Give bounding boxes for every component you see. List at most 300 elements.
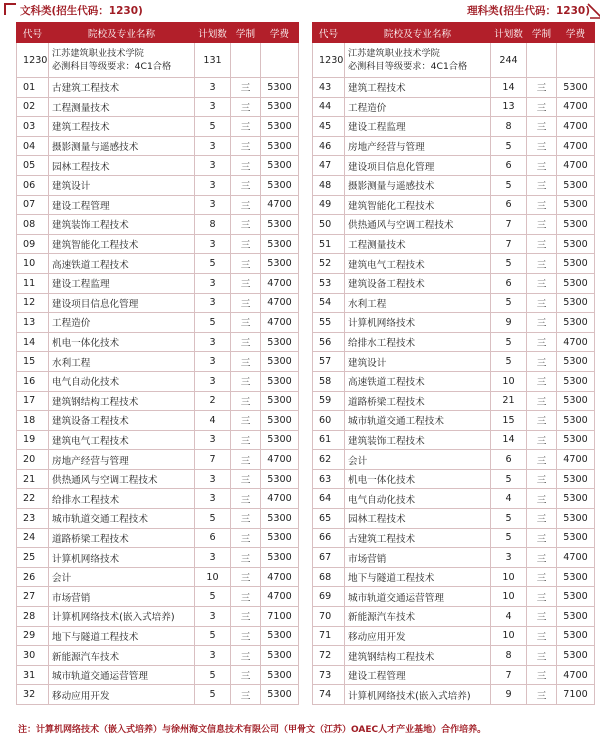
plan-count: 5 [195,626,231,646]
major-code: 50 [313,215,345,235]
tuition-fee: 5300 [261,352,299,372]
major-code: 45 [313,117,345,137]
plan-count: 3 [195,156,231,176]
plan-count: 4 [491,607,527,627]
plan-count: 10 [491,626,527,646]
table-row [17,371,299,391]
tuition-fee: 4700 [261,489,299,509]
study-years: 三 [231,509,261,529]
study-years: 三 [527,528,557,548]
major-name: 建筑设备工程技术 [345,273,491,293]
major-code: 20 [17,450,49,470]
header-plan: 计划数 [491,23,527,43]
tuition-fee: 7100 [261,607,299,627]
table-row [17,97,299,117]
table-row [313,117,595,137]
table-row [17,136,299,156]
major-name: 建设工程监理 [49,273,195,293]
major-code: 55 [313,313,345,333]
plan-count: 5 [491,469,527,489]
study-years: 三 [231,352,261,372]
tuition-fee: 4700 [557,97,595,117]
plan-count: 10 [195,567,231,587]
table-row [17,234,299,254]
major-name: 工程造价 [49,313,195,333]
major-name: 供热通风与空调工程技术 [345,215,491,235]
major-code: 59 [313,391,345,411]
major-name: 建筑智能化工程技术 [345,195,491,215]
major-name: 会计 [49,567,195,587]
study-years: 三 [527,489,557,509]
major-code: 17 [17,391,49,411]
study-years: 三 [231,293,261,313]
major-code: 54 [313,293,345,313]
major-name: 建筑电气工程技术 [49,430,195,450]
major-name: 建设工程监理 [345,117,491,137]
study-years: 三 [231,371,261,391]
study-years: 三 [231,411,261,431]
major-name: 城市轨道交通工程技术 [49,509,195,529]
table-row [313,371,595,391]
table-row [313,509,595,529]
major-code: 58 [313,371,345,391]
plan-count: 5 [491,528,527,548]
major-code: 51 [313,234,345,254]
table-row [17,528,299,548]
study-years: 三 [231,587,261,607]
major-name: 城市轨道交通工程技术 [345,411,491,431]
tuition-fee: 5300 [557,254,595,274]
plan-count: 21 [491,391,527,411]
school-name: 江苏建筑职业技术学院 必测科目等级要求：4C1合格 [345,43,491,78]
tuition-fee: 4700 [557,117,595,137]
major-code: 05 [17,156,49,176]
tuition-fee: 5300 [261,646,299,666]
tuition-fee: 5300 [261,78,299,98]
school-code: 1230 [313,43,345,78]
tuition-fee: 5300 [261,215,299,235]
major-name: 建筑设计 [345,352,491,372]
tuition-fee: 5300 [261,117,299,137]
study-years: 三 [527,254,557,274]
header-name: 院校及专业名称 [345,23,491,43]
study-years: 三 [527,685,557,705]
table-row [17,567,299,587]
study-years: 三 [231,97,261,117]
plan-count: 5 [195,313,231,333]
major-code: 48 [313,175,345,195]
table-row [17,587,299,607]
tuition-fee: 5300 [261,665,299,685]
table-row [17,195,299,215]
major-name: 地下与隧道工程技术 [345,567,491,587]
study-years: 三 [527,607,557,627]
study-years: 三 [527,450,557,470]
major-code: 52 [313,254,345,274]
plan-count: 8 [491,646,527,666]
plan-count: 6 [491,195,527,215]
plan-count: 7 [491,215,527,235]
tuition-fee: 5300 [557,391,595,411]
major-code: 15 [17,352,49,372]
major-name: 道路桥梁工程技术 [49,528,195,548]
table-row [313,78,595,98]
major-code: 12 [17,293,49,313]
study-years: 三 [231,195,261,215]
tuition-fee: 5300 [261,509,299,529]
school-plan-total: 131 [195,43,231,78]
table-header-row [313,23,595,43]
plan-count: 10 [491,567,527,587]
table-row [313,567,595,587]
plan-count: 7 [491,665,527,685]
tuition-fee: 5300 [557,215,595,235]
plan-count: 5 [491,254,527,274]
table-row [313,352,595,372]
tuition-fee: 5300 [261,371,299,391]
table-row [17,450,299,470]
plan-count: 5 [195,665,231,685]
table-row [17,411,299,431]
major-code: 16 [17,371,49,391]
header-plan: 计划数 [195,23,231,43]
study-years: 三 [231,489,261,509]
table-row [313,626,595,646]
major-name: 房地产经营与管理 [345,136,491,156]
tuition-fee: 4700 [557,332,595,352]
major-code: 30 [17,646,49,666]
study-years: 三 [231,548,261,568]
major-name: 新能源汽车技术 [345,607,491,627]
plan-count: 5 [491,332,527,352]
major-name: 建筑工程技术 [49,117,195,137]
study-years: 三 [527,175,557,195]
tuition-fee: 4700 [261,273,299,293]
tuition-fee: 5300 [557,352,595,372]
major-name: 新能源汽车技术 [49,646,195,666]
major-code: 74 [313,685,345,705]
tuition-fee: 5300 [557,234,595,254]
tuition-fee: 5300 [261,391,299,411]
tuition-fee: 5300 [557,430,595,450]
tuition-fee: 4700 [557,450,595,470]
table-row [313,332,595,352]
table-row [17,646,299,666]
table-row [17,313,299,333]
major-code: 22 [17,489,49,509]
table-row [313,97,595,117]
table-row [17,607,299,627]
tuition-fee: 5300 [557,646,595,666]
tuition-fee: 5300 [261,97,299,117]
table-row [313,391,595,411]
footnote: 注：计算机网络技术（嵌入式培养）与徐州海文信息技术有限公司（甲骨文（江苏）OAEC人才产业基地）合作培养。 [18,725,487,735]
study-years: 三 [527,117,557,137]
header-code: 代号 [17,23,49,43]
major-code: 28 [17,607,49,627]
plan-count: 3 [195,175,231,195]
table-row [313,175,595,195]
plan-count: 3 [195,234,231,254]
major-name: 市场营销 [49,587,195,607]
major-code: 71 [313,626,345,646]
table-row [313,313,595,333]
major-code: 24 [17,528,49,548]
table-row [17,626,299,646]
tuition-fee: 5300 [261,175,299,195]
science-panel-title: 理科类(招生代码：1230) [312,0,594,22]
study-years: 三 [527,273,557,293]
plan-count: 5 [195,117,231,137]
plan-count: 3 [195,607,231,627]
table-row [313,234,595,254]
major-code: 63 [313,469,345,489]
plan-count: 5 [491,509,527,529]
corner-bracket-icon [586,2,600,20]
arts-panel-title: 文科类(招生代码：1230) [16,0,298,22]
major-name: 房地产经营与管理 [49,450,195,470]
plan-count: 7 [195,450,231,470]
plan-count: 3 [195,548,231,568]
table-row [313,136,595,156]
major-name: 会计 [345,450,491,470]
major-name: 高速铁道工程技术 [345,371,491,391]
plan-count: 10 [491,371,527,391]
major-code: 73 [313,665,345,685]
study-years: 三 [527,626,557,646]
tuition-fee: 5300 [261,234,299,254]
tuition-fee: 7100 [557,685,595,705]
tuition-fee: 4700 [261,313,299,333]
table-row [313,548,595,568]
major-code: 19 [17,430,49,450]
tuition-fee: 5300 [557,273,595,293]
major-code: 10 [17,254,49,274]
major-code: 72 [313,646,345,666]
header-years: 学制 [231,23,261,43]
major-code: 56 [313,332,345,352]
study-years: 三 [231,313,261,333]
major-name: 水利工程 [345,293,491,313]
plan-count: 3 [195,332,231,352]
header-fee: 学费 [557,23,595,43]
major-name: 给排水工程技术 [49,489,195,509]
table-row [17,175,299,195]
major-name: 高速铁道工程技术 [49,254,195,274]
major-code: 49 [313,195,345,215]
tuition-fee: 5300 [557,528,595,548]
major-name: 建设项目信息化管理 [49,293,195,313]
study-years: 三 [231,626,261,646]
tuition-fee: 5300 [557,489,595,509]
table-row [313,195,595,215]
tuition-fee: 4700 [261,195,299,215]
major-name: 建筑工程技术 [345,78,491,98]
table-row [313,273,595,293]
plan-count: 3 [195,195,231,215]
major-name: 摄影测量与遥感技术 [49,136,195,156]
tuition-fee: 4700 [557,136,595,156]
table-row [17,469,299,489]
table-row [313,215,595,235]
study-years: 三 [231,215,261,235]
tuition-fee: 5300 [557,195,595,215]
plan-count: 5 [491,175,527,195]
major-name: 水利工程 [49,352,195,372]
study-years: 三 [527,332,557,352]
plan-count: 3 [195,489,231,509]
plan-count: 3 [491,548,527,568]
plan-count: 5 [491,352,527,372]
corner-bracket-icon [4,3,16,15]
plan-count: 9 [491,313,527,333]
table-row [313,254,595,274]
table-row [17,117,299,137]
plan-count: 14 [491,430,527,450]
plan-count: 13 [491,97,527,117]
tuition-fee: 4700 [261,450,299,470]
study-years: 三 [527,352,557,372]
plan-count: 6 [195,528,231,548]
study-years: 三 [527,78,557,98]
major-name: 地下与隧道工程技术 [49,626,195,646]
major-name: 建设项目信息化管理 [345,156,491,176]
plan-count: 2 [195,391,231,411]
arts-panel [16,0,298,705]
major-name: 电气自动化技术 [49,371,195,391]
tuition-fee: 5300 [261,469,299,489]
major-code: 67 [313,548,345,568]
study-years: 三 [231,528,261,548]
major-name: 移动应用开发 [49,685,195,705]
major-name: 市场营销 [345,548,491,568]
study-years: 三 [527,548,557,568]
study-years: 三 [231,430,261,450]
plan-count: 9 [491,685,527,705]
study-years: 三 [527,469,557,489]
major-name: 计算机网络技术 [345,313,491,333]
plan-count: 3 [195,469,231,489]
tuition-fee: 5300 [261,548,299,568]
table-row [17,215,299,235]
tuition-fee: 5300 [557,175,595,195]
major-code: 07 [17,195,49,215]
tuition-fee: 5300 [557,509,595,529]
tuition-fee: 5300 [557,607,595,627]
tuition-fee: 4700 [557,548,595,568]
major-code: 61 [313,430,345,450]
tuition-fee: 5300 [261,156,299,176]
study-years: 三 [527,215,557,235]
major-name: 电气自动化技术 [345,489,491,509]
major-name: 计算机网络技术 [49,548,195,568]
plan-count: 7 [491,234,527,254]
major-name: 园林工程技术 [345,509,491,529]
tuition-fee: 4700 [261,293,299,313]
plan-count: 4 [195,411,231,431]
school-row [17,43,299,78]
study-years: 三 [527,646,557,666]
major-name: 建筑装饰工程技术 [345,430,491,450]
tuition-fee: 5300 [261,254,299,274]
tuition-fee: 5300 [261,685,299,705]
table-row [17,352,299,372]
study-years: 三 [231,646,261,666]
major-code: 31 [17,665,49,685]
school-name: 江苏建筑职业技术学院 必测科目等级要求：4C1合格 [49,43,195,78]
major-name: 工程测量技术 [49,97,195,117]
major-name: 供热通风与空调工程技术 [49,469,195,489]
study-years: 三 [527,156,557,176]
major-code: 26 [17,567,49,587]
table-row [313,430,595,450]
table-row [17,509,299,529]
study-years: 三 [231,567,261,587]
plan-count: 3 [195,273,231,293]
plan-count: 5 [195,685,231,705]
table-row [313,587,595,607]
arts-table [16,22,299,705]
major-code: 57 [313,352,345,372]
major-code: 11 [17,273,49,293]
tuition-fee: 5300 [261,430,299,450]
tuition-fee: 4700 [557,156,595,176]
major-code: 62 [313,450,345,470]
major-name: 建筑电气工程技术 [345,254,491,274]
table-row [17,254,299,274]
major-name: 建筑钢结构工程技术 [345,646,491,666]
header-code: 代号 [313,23,345,43]
major-name: 城市轨道交通运营管理 [345,587,491,607]
tuition-fee: 5300 [261,528,299,548]
table-row [17,665,299,685]
major-code: 06 [17,175,49,195]
table-row [313,646,595,666]
study-years: 三 [231,450,261,470]
plan-count: 3 [195,352,231,372]
header-fee: 学费 [261,23,299,43]
major-name: 古建筑工程技术 [49,78,195,98]
major-name: 建筑装饰工程技术 [49,215,195,235]
major-code: 13 [17,313,49,333]
study-years: 三 [231,117,261,137]
major-code: 25 [17,548,49,568]
study-years: 三 [231,254,261,274]
study-years: 三 [527,587,557,607]
plan-count: 6 [491,273,527,293]
table-row [313,156,595,176]
major-code: 66 [313,528,345,548]
study-years: 三 [231,685,261,705]
plan-count: 3 [195,136,231,156]
major-code: 04 [17,136,49,156]
major-name: 古建筑工程技术 [345,528,491,548]
table-row [313,450,595,470]
school-code: 1230 [17,43,49,78]
major-code: 32 [17,685,49,705]
study-years: 三 [527,97,557,117]
major-code: 47 [313,156,345,176]
tuition-fee: 5300 [557,313,595,333]
tuition-fee: 4700 [261,587,299,607]
major-code: 14 [17,332,49,352]
school-plan-total: 244 [491,43,527,78]
school-row [313,43,595,78]
header-name: 院校及专业名称 [49,23,195,43]
major-code: 03 [17,117,49,137]
tuition-fee: 5300 [557,78,595,98]
major-code: 08 [17,215,49,235]
